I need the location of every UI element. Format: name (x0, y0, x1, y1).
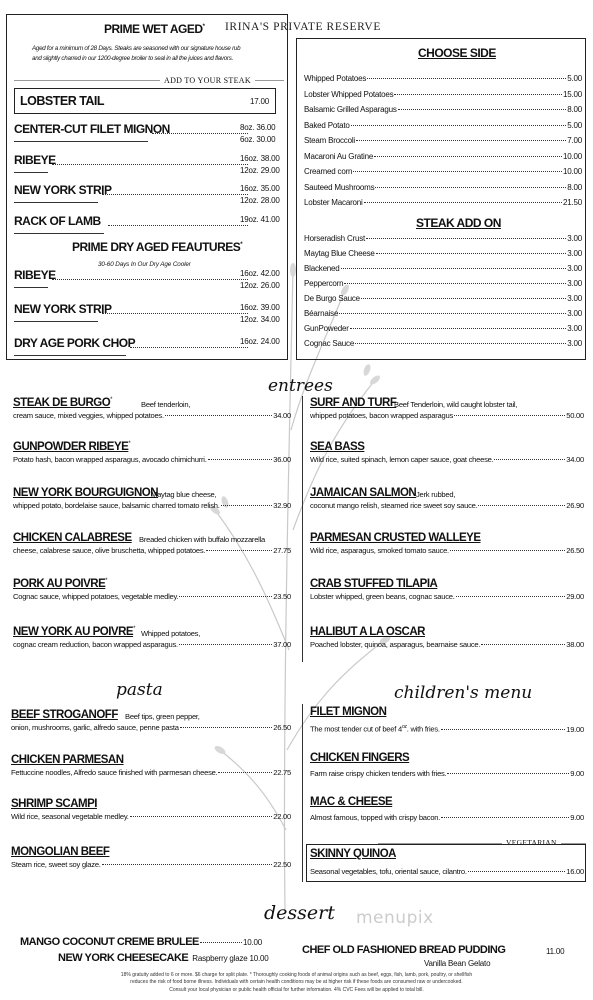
menu-row (304, 121, 582, 130)
dish-name-text: BEEF STROGANOFF (11, 709, 118, 721)
kids-price: 19.00 (566, 724, 584, 734)
dessert-bread-pudding-sub: Vanilla Bean Gelato (424, 959, 491, 968)
item-name: Maytag Blue Cheese (304, 249, 375, 258)
steak-name: NEW YORK STRIP (14, 183, 112, 197)
leader-dots (339, 313, 566, 314)
menu-row (304, 294, 582, 303)
menu-row (304, 324, 582, 333)
dish-desc: Potato hash, bacon wrapped asparagus, avocado chimichurri. (13, 455, 207, 464)
dish-desc: cognac cream reduction, bacon wrapped asparagus. (13, 640, 178, 649)
private-reserve-title: IRINA'S PRIVATE RESERVE (225, 21, 381, 33)
leader-dots (200, 942, 242, 943)
dish-desc-row (13, 410, 291, 421)
dish-desc-row (310, 545, 584, 556)
lobster-tail-name: LOBSTER TAIL (20, 94, 105, 108)
dish-desc-row (310, 591, 584, 602)
leader-dots (356, 140, 566, 141)
dish-price: 22.75 (273, 768, 291, 777)
dessert-row (20, 936, 262, 948)
pasta-title: pasta (116, 680, 163, 700)
dish-desc-row (310, 639, 584, 650)
dish-price: 29.00 (566, 592, 584, 601)
item-name: Steam Broccoli (304, 136, 355, 145)
dish-price: 34.00 (566, 455, 584, 464)
item-name: Sauteed Mushrooms (304, 182, 375, 192)
kids-desc (310, 812, 440, 823)
steak-name: DRY AGE PORK CHOP (14, 336, 136, 350)
item-name: GunPoweder (304, 324, 349, 333)
dish-name-text: NEW YORK BOURGUIGNON (13, 487, 159, 499)
leader-dots (341, 268, 567, 269)
steak-price-1: 16oz. 38.00 (240, 154, 280, 163)
leader-dots (221, 505, 273, 506)
leader-dots (355, 343, 566, 344)
kids-desc-row (310, 812, 584, 823)
dish-desc: Wild rice, asparagus, smoked tomato sauce. (310, 546, 449, 555)
dish-price: 36.00 (273, 455, 291, 464)
dish-price: 26.90 (566, 501, 584, 510)
item-name: Béarnaise (304, 309, 339, 318)
dish-desc: whipped potatoes, bacon wrapped asparagus (310, 411, 454, 420)
leader-dots (375, 187, 566, 188)
kids-dish-name: FILET MIGNON (310, 706, 387, 718)
item-price: 3.00 (567, 234, 582, 243)
leader-dots (344, 283, 566, 284)
dish-name-text: CHICKEN CALABRESE (13, 532, 132, 544)
dish-mark: * (105, 578, 108, 585)
dish-price: 37.00 (273, 640, 291, 649)
dish-mark: * (110, 397, 112, 404)
dish-desc: Lobster whipped, green beans, cognac sauce. (310, 592, 455, 601)
dish-desc: cream sauce, mixed veggies, whipped potatoes. (13, 411, 164, 420)
dish-name-text: CRAB STUFFED TILAPIA (310, 578, 438, 590)
leader-dots (179, 644, 272, 645)
leader-dots (361, 298, 566, 299)
menu-row (304, 90, 582, 99)
dish-desc: Wild rice, suited spinach, lemon caper sauce, goat cheese. (310, 455, 494, 464)
dish-name (11, 798, 97, 810)
dish-mark: * (128, 441, 131, 448)
menu-row (304, 198, 582, 207)
dessert-desc: Raspberry glaze (192, 954, 248, 963)
entrees-title: entrees (268, 376, 333, 396)
watermark: menupix (356, 908, 434, 928)
dish-desc-row (11, 811, 291, 822)
dessert-price: 10.00 (249, 954, 269, 963)
item-name: De Burgo Sauce (304, 294, 360, 303)
dish-desc-row (11, 859, 291, 870)
dish-head-desc: Whipped potatoes, (141, 629, 201, 638)
steak-name: RIBEYE (14, 268, 56, 282)
dish-desc: cheese, calabrese sauce, olive bruschetta, whipped potatoes. (13, 546, 206, 555)
kids-desc (310, 768, 446, 779)
prime-wet-aged-title: PRIME WET AGED* (104, 22, 205, 36)
leader-dots (454, 415, 565, 416)
dish-desc-row (13, 639, 291, 650)
dish-name (310, 441, 364, 453)
dish-desc: Steam rice, sweet soy glaze. (11, 860, 101, 869)
steak-leader (52, 164, 248, 165)
leader-dots (450, 550, 565, 551)
steak-price-1: 16oz. 42.00 (240, 269, 280, 278)
menu-row (304, 74, 582, 83)
dish-head-desc: Beef Tenderloin, wild caught lobster tail, (394, 400, 518, 409)
dish-name-text: PARMESAN CRUSTED WALLEYE (310, 532, 481, 544)
leader-dots (441, 817, 569, 818)
steak-underline (14, 233, 104, 234)
menu-row (304, 264, 582, 273)
menu-row (304, 339, 582, 348)
dessert-title: dessert (264, 902, 335, 924)
dish-name-text: SHRIMP SCAMPI (11, 798, 97, 810)
veg-desc: Seasonal vegetables, tofu, oriental sauce, cilantro. (310, 867, 467, 876)
footer-disclaimer: 18% gratuity added to 6 or more. $6 charge for split plate. * Thoroughly cooking foods of animal origins such as beef, eggs, fish, lamb, pork, poultry, or shellfish reduces the risk of food borne illness. Individuals with certain health conditions may be at higher risk if these foods are consumed raw or undercooked. Consult your local physician or public health official for further information. 4% CVC Fees will be applied to total bill. (120, 972, 473, 993)
leader-dots (353, 171, 562, 172)
steak-price-1: 16oz. 35.00 (240, 184, 280, 193)
kids-desc-tail: . with fries. (406, 724, 440, 734)
kids-dish-name: CHICKEN FINGERS (310, 752, 410, 764)
item-name: Cognac Sauce (304, 339, 355, 348)
leader-dots (350, 328, 567, 329)
kids-price: 9.00 (570, 769, 584, 778)
dish-name (310, 626, 425, 638)
item-price: 15.00 (562, 89, 582, 99)
dish-desc: Wild rice, seasonal vegetable medley. (11, 812, 129, 821)
dessert-bread-pudding-price: 11.00 (546, 947, 565, 956)
veg-desc-row (310, 866, 584, 877)
prime-wet-aged-desc: Aged for a minimum of 28 Days. Steaks are seasoned with our signature house rub and slightly charred in our 1200-degree broiler to seal in all the juices and flavors. (32, 45, 241, 62)
leader-dots (456, 596, 566, 597)
dish-desc-row (310, 500, 584, 511)
dish-name (13, 626, 135, 638)
childrens-menu-title: children's menu (394, 683, 533, 703)
steak-leader (102, 313, 248, 314)
kids-desc (310, 722, 440, 735)
prime-dry-aged-title: PRIME DRY AGED FEAUTURES* (72, 240, 243, 254)
dish-name (11, 754, 124, 766)
dish-desc-row (11, 722, 291, 733)
item-name: Whipped Potatoes (304, 74, 367, 83)
item-price: 3.00 (567, 309, 582, 318)
leader-dots (351, 125, 567, 126)
steak-underline (14, 355, 126, 356)
add-to-steak-label: ADD TO YOUR STEAK (160, 76, 255, 85)
menu-row (304, 152, 582, 161)
menu-row (304, 309, 582, 318)
dish-desc-row (310, 454, 584, 465)
leader-dots (494, 459, 565, 460)
dish-desc-row (13, 454, 291, 465)
veg-price: 16.00 (566, 867, 584, 876)
dish-name-text: CHICKEN PARMESAN (11, 754, 124, 766)
leader-dots (206, 550, 272, 551)
kids-price: 9.00 (570, 813, 584, 822)
menu-row (304, 249, 582, 258)
leader-dots (130, 816, 273, 817)
kids-desc-text: Almost famous, topped with crispy bacon. (310, 813, 441, 822)
item-name: Blackened (304, 264, 340, 273)
item-price: 10.00 (562, 167, 582, 176)
dish-price: 22.00 (273, 812, 291, 821)
dish-name (13, 487, 158, 499)
dish-head-desc: Beef tips, green pepper, (125, 712, 200, 721)
item-price: 7.00 (567, 136, 582, 145)
steak-leader (102, 194, 248, 195)
steak-price-2: 12oz. 29.00 (240, 166, 280, 175)
dish-name-text: MONGOLIAN BEEF (11, 846, 110, 858)
item-name: Baked Potato (304, 120, 350, 130)
kids-desc-unit: oz (401, 724, 407, 730)
dish-head-desc: Breaded chicken with buffalo mozzarella (139, 535, 266, 544)
item-price: 21.50 (562, 198, 582, 207)
item-name: Lobster Macaroni (304, 198, 363, 207)
veg-name: SKINNY QUINOA (310, 848, 396, 860)
item-name: Balsamic Grilled Asparagus (304, 105, 397, 114)
item-price: 8.00 (567, 105, 582, 114)
dish-name (13, 397, 112, 409)
dish-desc: coconut mango relish, steamed rice sweet soy sauce. (310, 501, 478, 510)
dish-desc: Cognac sauce, whipped potatoes, vegetable medley. (13, 592, 179, 601)
leader-dots (102, 864, 273, 865)
item-price: 3.00 (567, 264, 582, 273)
dish-head-desc: Maytag blue cheese, (151, 490, 217, 499)
leader-dots (179, 596, 272, 597)
dish-price: 22.50 (273, 860, 291, 869)
item-name: Lobster Whipped Potatoes (304, 89, 394, 99)
menu-row (304, 105, 582, 114)
dish-desc: onion, mushrooms, garlic, alfredo sauce, penne pasta (11, 723, 179, 732)
leader-dots (180, 727, 273, 728)
dessert-bread-pudding-name: CHEF OLD FASHIONED BREAD PUDDING (302, 944, 506, 956)
leader-dots (447, 773, 569, 774)
dish-price: 50.00 (566, 411, 584, 420)
choose-side-title: CHOOSE SIDE (418, 46, 496, 60)
kids-dish-name: MAC & CHEESE (310, 796, 393, 808)
dish-name (11, 846, 109, 858)
dish-head-desc: Jerk rubbed, (416, 490, 456, 499)
dish-name-text: GUNPOWDER RIBEYE (13, 441, 129, 453)
dish-name-text: SEA BASS (310, 441, 365, 453)
steak-underline (14, 287, 48, 288)
dish-name (13, 441, 130, 453)
leader-dots (208, 459, 273, 460)
steak-underline (14, 172, 48, 173)
steak-name: RACK OF LAMB (14, 214, 101, 228)
steak-underline (14, 202, 98, 203)
dish-name-text: PORK AU POIVRE (13, 578, 106, 590)
item-price: 3.00 (567, 279, 582, 288)
dish-name-text: JAMAICAN SALMON (310, 487, 417, 499)
item-price: 5.00 (567, 74, 582, 83)
steak-underline (14, 321, 98, 322)
dish-name-text: STEAK DE BURGO (13, 397, 111, 409)
steak-name: NEW YORK STRIP (14, 302, 112, 316)
steak-leader (130, 347, 248, 348)
leader-dots (366, 238, 566, 239)
leader-dots (394, 94, 561, 95)
menu-row (304, 279, 582, 288)
steak-underline (14, 141, 148, 142)
dish-name-text: NEW YORK AU POIVRE (13, 626, 134, 638)
dish-desc-row (13, 591, 291, 602)
vegetarian-label: VEGETARIAN (502, 838, 561, 847)
steak-name: RIBEYE (14, 153, 56, 167)
leader-dots (367, 78, 566, 79)
dish-desc-row (11, 767, 291, 778)
steak-price-1: 19oz. 41.00 (240, 215, 280, 224)
dish-desc-row (13, 500, 291, 511)
dish-price: 26.50 (273, 723, 291, 732)
dessert-price: 10.00 (242, 938, 262, 947)
entrees-divider (302, 396, 303, 662)
leader-dots (441, 729, 565, 730)
dish-price: 34.00 (273, 411, 291, 420)
dish-name (11, 709, 118, 721)
kids-desc-row (310, 722, 584, 735)
item-name: Peppercorn (304, 279, 344, 288)
item-price: 10.00 (562, 151, 582, 161)
childrens-divider (302, 704, 303, 882)
dish-name (310, 578, 437, 590)
steak-leader (108, 225, 248, 226)
lobster-tail-price: 17.00 (250, 97, 270, 106)
kids-desc-text: The most tender cut of beef 4 (310, 724, 402, 734)
leader-dots (364, 202, 562, 203)
dish-name-text: HALIBUT A LA OSCAR (310, 626, 425, 638)
item-name: Horseradish Crust (304, 234, 366, 243)
dessert-name: MANGO COCONUT CREME BRULEE (20, 936, 199, 948)
dish-name (13, 532, 132, 544)
dish-desc-row (310, 410, 584, 421)
steak-price-2: 12oz. 28.00 (240, 196, 280, 205)
item-price: 3.00 (567, 294, 582, 303)
item-price: 8.00 (567, 182, 582, 192)
dish-price: 27.75 (273, 546, 291, 555)
dessert-row (58, 952, 269, 964)
steak-leader (52, 279, 248, 280)
leader-dots (468, 871, 566, 872)
leader-dots (374, 156, 562, 157)
dish-price: 38.00 (566, 640, 584, 649)
dessert-name: NEW YORK CHEESECAKE (58, 952, 189, 964)
dish-price: 26.50 (566, 546, 584, 555)
dish-price: 32.90 (273, 501, 291, 510)
item-name: Macaroni Au Gratine (304, 151, 374, 161)
dish-price: 23.50 (273, 592, 291, 601)
menu-row (304, 136, 582, 145)
leader-dots (478, 505, 565, 506)
item-price: 5.00 (567, 120, 582, 130)
dish-desc: Poached lobster, quinoa, asparagus, bearnaise sauce. (310, 640, 481, 649)
item-price: 3.00 (567, 324, 582, 333)
leader-dots (376, 253, 567, 254)
leader-dots (218, 772, 272, 773)
item-price: 3.00 (567, 339, 582, 348)
kids-desc-row (310, 768, 584, 779)
leader-dots (481, 644, 565, 645)
steak-price-2: 6oz. 30.00 (240, 135, 276, 144)
dish-name (310, 487, 416, 499)
menu-row (304, 234, 582, 243)
steak-leader (152, 133, 248, 134)
steak-price-1: 8oz. 36.00 (240, 123, 276, 132)
dish-name (13, 578, 107, 590)
steak-price-2: 12oz. 26.00 (240, 281, 280, 290)
leader-dots (398, 109, 567, 110)
prime-dry-aged-sub: 30-60 Days In Our Dry Age Cooler (98, 261, 191, 268)
steak-add-on-title: STEAK ADD ON (416, 216, 501, 230)
menu-row (304, 167, 582, 176)
dish-name-text: SURF AND TURF (310, 397, 397, 409)
kids-desc-text: Farm raise crispy chicken tenders with fries. (310, 769, 447, 778)
steak-name: CENTER-CUT FILET MIGNON (14, 122, 170, 136)
leader-dots (165, 415, 272, 416)
item-price: 3.00 (567, 249, 582, 258)
dish-desc-row (13, 545, 291, 556)
dish-mark: * (133, 626, 135, 633)
dish-name (310, 532, 481, 544)
steak-price-1: 16oz. 39.00 (240, 303, 280, 312)
dish-desc: Fettuccine noodles, Alfredo sauce finished with parmesan cheese. (11, 768, 218, 777)
dish-head-desc: Beef tenderloin, (141, 400, 191, 409)
steak-price-2: 12oz. 34.00 (240, 315, 280, 324)
dish-desc: whipped potato, bordelaise sauce, balsamic charred tomato relish. (13, 501, 220, 510)
steak-price-1: 16oz. 24.00 (240, 337, 280, 346)
menu-row (304, 183, 582, 192)
item-name: Creamed corn (304, 167, 353, 176)
dish-name (310, 397, 396, 409)
